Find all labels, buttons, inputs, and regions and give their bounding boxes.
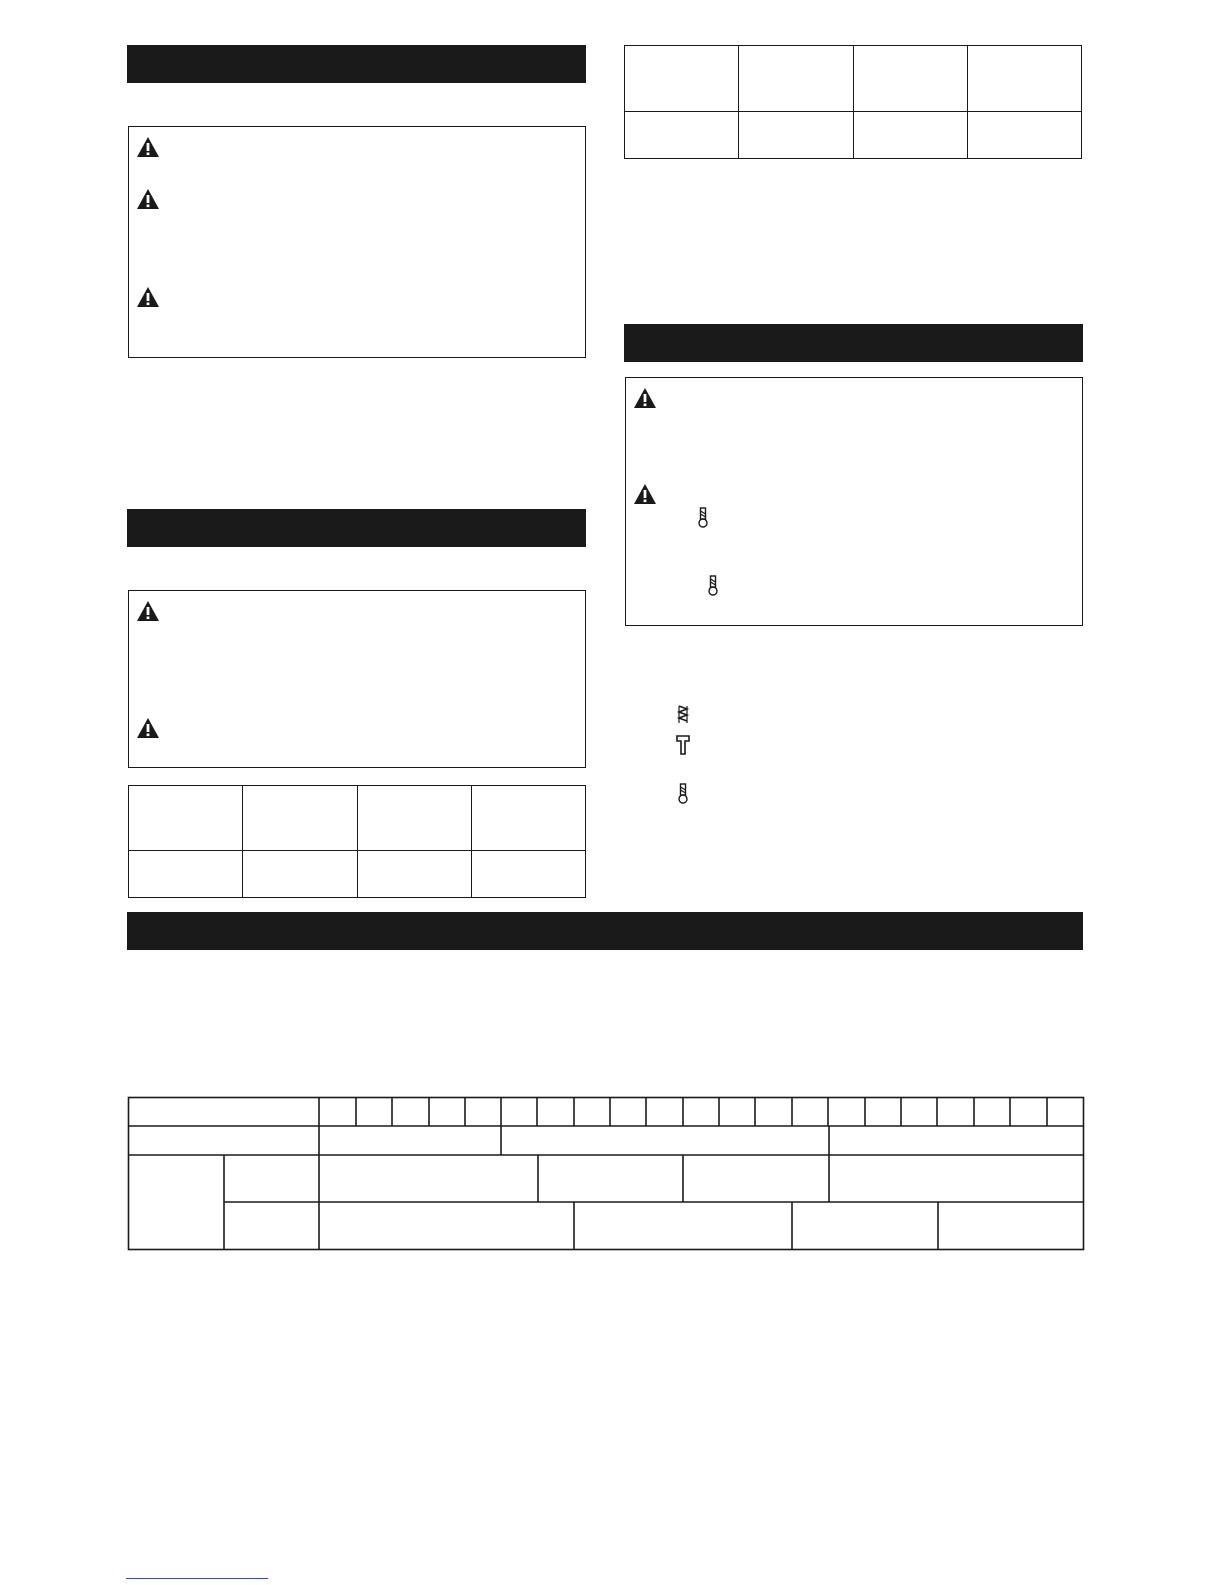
warning-triangle-icon <box>633 387 657 409</box>
spec-table-left <box>128 785 586 898</box>
hammer-icon <box>676 734 690 756</box>
settings-table <box>127 1096 1085 1251</box>
table-cell <box>967 46 1081 112</box>
table-cell <box>129 851 243 898</box>
warning-box-top-left <box>128 126 586 358</box>
warning-triangle-icon <box>136 717 160 739</box>
table-cell <box>967 112 1081 159</box>
table-cell <box>357 851 471 898</box>
table-cell <box>129 786 243 851</box>
warning-triangle-icon <box>136 600 160 622</box>
section-heading-full-width <box>127 912 1083 950</box>
footer-link-underline[interactable] <box>126 1572 268 1579</box>
table-cell <box>853 112 967 159</box>
warning-triangle-icon <box>136 136 160 158</box>
screw-icon <box>706 574 720 596</box>
table-cell <box>739 112 853 159</box>
table-cell <box>471 851 585 898</box>
table-cell <box>853 46 967 112</box>
table-cell <box>243 851 357 898</box>
warning-triangle-icon <box>136 286 160 308</box>
section-heading-mid-right <box>624 324 1083 362</box>
table-cell <box>357 786 471 851</box>
table-cell <box>739 46 853 112</box>
section-heading-top-left <box>127 45 586 83</box>
warning-box-mid-left <box>128 590 586 768</box>
table-cell <box>625 46 739 112</box>
table-cell <box>625 112 739 159</box>
warning-triangle-icon <box>136 188 160 210</box>
screw-icon <box>696 506 710 528</box>
spec-table-right <box>624 45 1082 159</box>
table-cell <box>471 786 585 851</box>
drill-bit-icon <box>676 703 690 725</box>
section-heading-mid-left <box>127 509 586 547</box>
warning-box-right <box>625 377 1083 626</box>
table-cell <box>243 786 357 851</box>
warning-triangle-icon <box>633 483 657 505</box>
screw-icon <box>676 782 690 804</box>
